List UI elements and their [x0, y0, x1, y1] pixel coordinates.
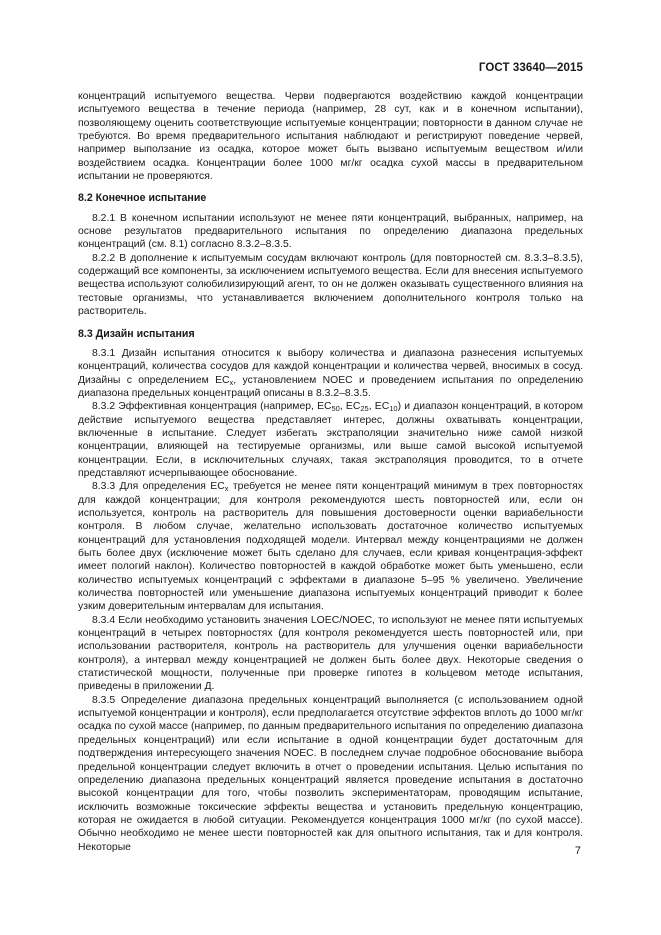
paragraph-8-3-1-part-a: 8.3.1 Дизайн испытания относится к выбору количества и диапазона разнесения испытуемых концентраций, количества сосудов для каждой концентрации и количества червей, вносимых в сосуд. Дизайны с определением EC: [78, 347, 583, 386]
ec50-subscript: 50: [331, 404, 340, 414]
paragraph-8-3-1-part-b: , установлением NOEC и проведением испытания по определению диапазона предельных концентраций описаны в 8.3.2–8.3.5.: [78, 374, 583, 399]
paragraph-8-3-3-part-a: 8.3.3 Для определения EC: [92, 481, 225, 493]
document-code: ГОСТ 33640—2015: [478, 62, 583, 74]
paragraph-8-3-2-part-b: ) и диапазон концентраций, в котором действие испытуемого вещества представляет интерес, должны охватывать концентрации, включенные в испытание. Следует избегать экстраполяции значительно ниже самой низкой концентрации, влияющей на тестируемые организмы, или выше самой высокой испытуемой концентрации. Если, в исключительных случаях, такая экстраполяция проводится, то в отчете представляют исчерпывающее обоснование.: [78, 401, 583, 479]
intro-paragraph: концентраций испытуемого вещества. Черви подвергаются воздействию каждой концентрации испытуемого вещества в течение периода (например, 28 сут, как и в конечном испытании), позволяющему оценить соответствующие испытуемые концентрации; повторности в данном случае не требуются. Во время предварительного испытания наблюдают и регистрируют поведение червей, например выползание из осадка, которое может быть вызвано испытуемым веществом и/или воздействием осадка. Концентрации более 1000 мг/кг осадка сухой массы в предварительном испытании не проверяются.: [78, 91, 583, 183]
section-8-2-heading: 8.2 Конечное испытание: [78, 192, 207, 205]
paragraph-8-3-1: [78, 347, 583, 400]
paragraph-8-2-2: 8.2.2 В дополнение к испытуемым сосудам включают контроль (для повторностей см. 8.3.3–8.3.5), содержащий все компоненты, за исключением испытуемого вещества. Если для внесения испытуемого вещества используют солюбилизирующий агент, то он не должен оказывать существенного влияния на тестовые организмы, что устанавливается включением дополнительного контроля только на растворитель.: [78, 252, 583, 318]
paragraph-8-3-2: [78, 400, 583, 480]
ecx-subscript: x: [229, 377, 234, 387]
document-body: [78, 90, 583, 854]
ec10-subscript: 10: [389, 404, 398, 414]
paragraph-8-3-3: [78, 480, 583, 613]
paragraph-8-3-2-part-a: 8.3.2 Эффективная концентрация (например, EC: [92, 401, 332, 413]
ec-separator-1: , EC: [339, 401, 361, 413]
paragraph-8-3-4: 8.3.4 Если необходимо установить значения LOEC/NOEC, то используют не менее пяти испытуемых концентраций в четырех повторностях (для контроля рекомендуется шесть повторностей или, при использовании растворителя, контроль на растворитель для улучшения оценки вариабельности контроля), а интервал между концентрацией не должен быть более двух. Некоторые сведения о статистической мощности, полученные при проверке гипотез в кольцевом методе испытания, приведены в приложении Д.: [78, 614, 583, 693]
ec-separator-2: , EC: [368, 401, 390, 413]
paragraph-8-3-3-part-b: требуется не менее пяти концентраций минимум в трех повторностях для каждой концентрации; для контроля рекомендуются шесть повторностей или, если он используется, контроль на растворитель для повышения достоверности оценки вариабельности контроля. В любом случае, желательно использовать достаточное количество испытуемых концентраций для установления подходящей модели. Интервал между концентрациями не должен быть более двух (исключение может быть сделано для случаев, если кривая концентрация-эффект имеет пологий наклон). Количество повторностей в каждой обработке может быть уменьшено, если количество испытуемых концентраций с эффектами в диапазоне 5–95 % увеличено. Увеличение количества повторностей или уменьшение диапазона испытуемых концентраций приводит к более узким доверительным интервалам для испытания.: [78, 481, 583, 613]
page-number: 7: [574, 845, 581, 857]
ecx-subscript-2: x: [224, 484, 229, 494]
paragraph-8-3-5: 8.3.5 Определение диапазона предельных концентраций выполняется (с использованием одной испытуемой концентрации и контроля), если предполагается отсутствие эффектов вплоть до 1000 мг/кг осадка по сухой массе (например, по данным предварительного испытания по определению диапазона предельных концентраций) или если испытание в одной концентрации будет достаточным для подтверждения интересующего значения NOEC. В последнем случае подробное обоснование выбора предельной концентрации следует включить в отчет о проведении испытания. Целью испытания по определению диапазона предельных концентраций является проведение испытания в достаточно высокой концентрации для того, чтобы позволить экспериментаторам, проводящим испытание, исключить возможные токсические эффекты вещества и установить предельную концентрацию, которая не ожидается в любой ситуации. Рекомендуется концентрация 1000 мг/кг (по сухой массе). Обычно необходимо не менее шести повторностей как для опытного испытания, так и для контроля. Некоторые: [78, 694, 583, 853]
ec25-subscript: 25: [360, 404, 369, 414]
section-8-3-heading: 8.3 Дизайн испытания: [78, 327, 195, 340]
paragraph-8-2-1: 8.2.1 В конечном испытании используют не менее пяти концентраций, выбранных, например, на основе результатов предварительного испытания по определению диапазона предельных концентраций (см. 8.1) согласно 8.3.2–8.3.5.: [78, 212, 583, 251]
